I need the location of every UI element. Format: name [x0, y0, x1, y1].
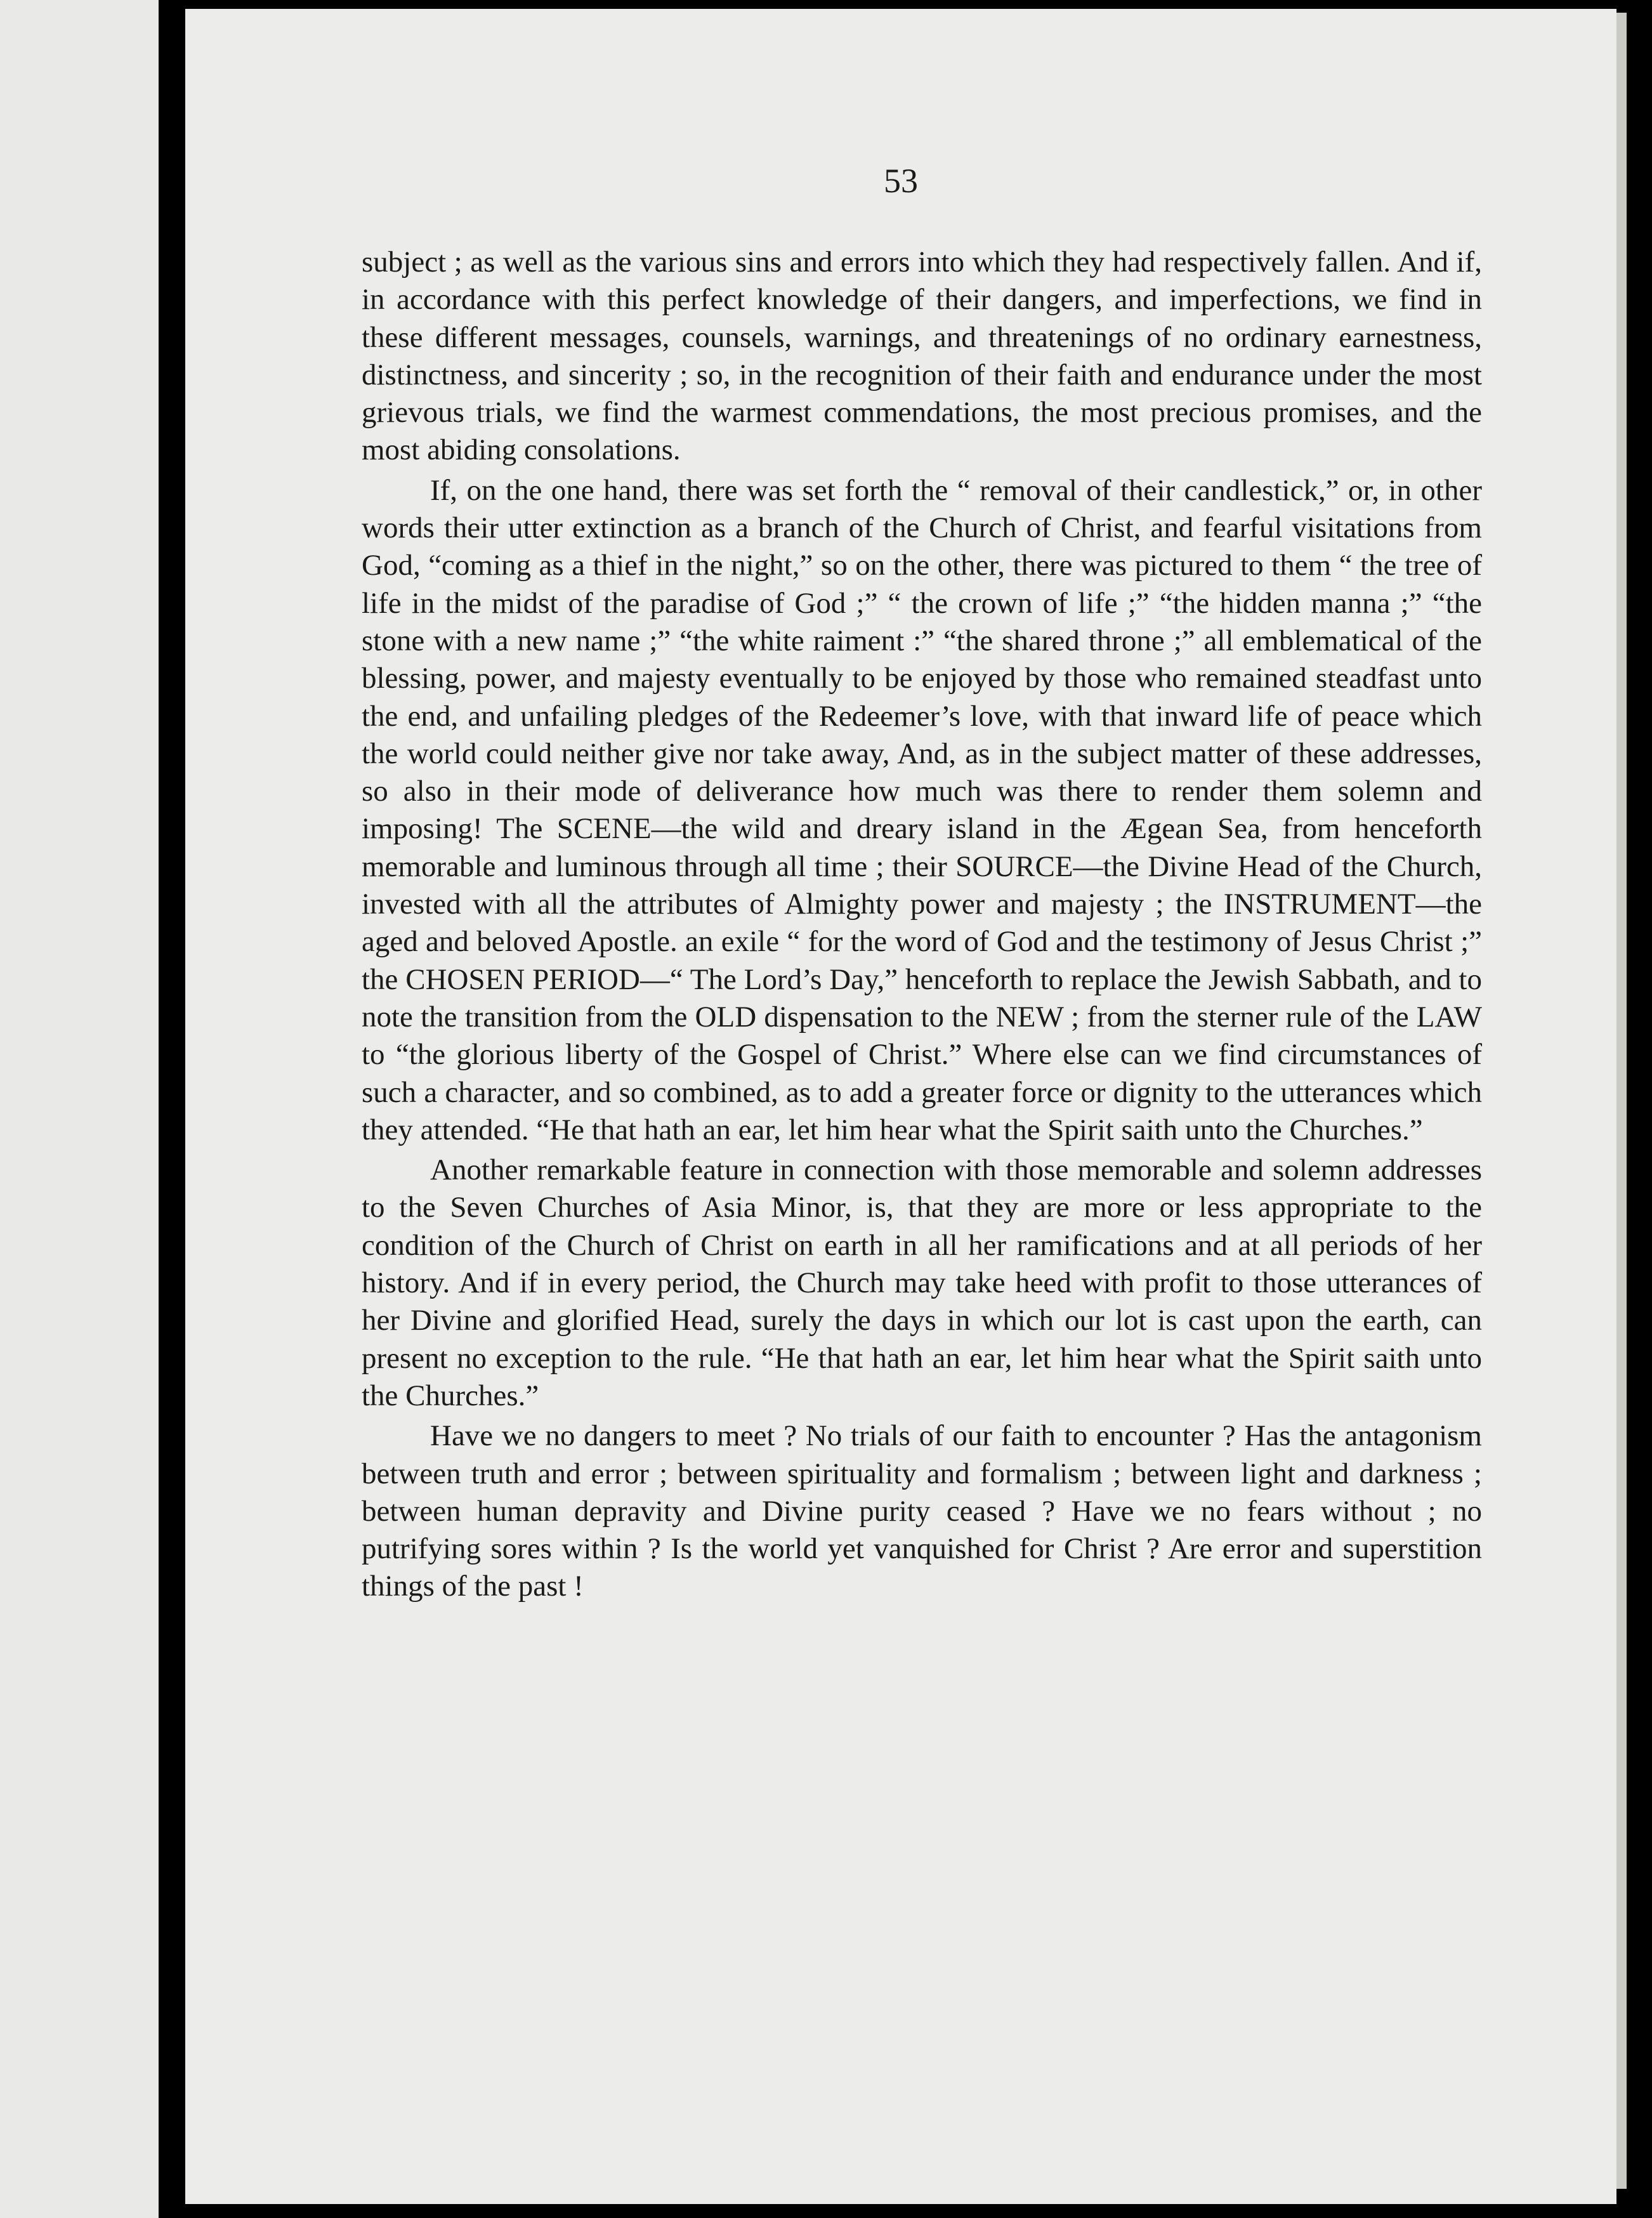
facing-page-edge: [0, 0, 159, 2218]
page-number: 53: [884, 162, 918, 200]
paragraph: Another remarkable feature in connection with those memorable and solemn addresses to the Seven Churches of Asia Minor, is, that they are more or less appropriate to the condition of the Church of Christ on earth in all her ramifications and at all periods of her history. And if in every period, the Church may take heed with profit to those utterances of her Divine and glorified Head, surely the days in which our lot is cast upon the earth, can present no exception to the rule. “He that hath an ear, let him hear what the Spirit saith unto the Churches.”: [362, 1153, 1482, 1412]
scanned-page: [185, 9, 1616, 2204]
paragraph: Have we no dangers to meet ? No trials of our faith to encounter ? Has the antagonism between truth and error ; between spirituality and formalism ; between light and darkness ; between human depravity and Divine purity ceased ? Have we no fears without ; no putrifying sores within ? Is the world yet vanquished for Christ ? Are error and superstition things of the past !: [362, 1419, 1482, 1603]
paragraph-continued: subject ; as well as the various sins and errors into which they had respectively fallen. And if, in accordance with this perfect knowledge of their dangers, and imperfections, we find in these different messages, counsels, warnings, and threatenings of no ordinary earnestness, distinctness, and sincerity ; so, in the recognition of their faith and endurance under the most grievous trials, we find the warmest commendations, the most precious promises, and the most abiding consolations.: [362, 246, 1482, 467]
page-text-body: [362, 244, 1482, 1608]
paragraph: If, on the one hand, there was set forth the “ removal of their candlestick,” or, in other words their utter extinction as a branch of the Church of Christ, and fearful visitations from God, “coming as a thief in the night,” so on the other, there was pictured to them “ the tree of life in the midst of the paradise of God ;” “ the crown of life ;” “the hidden manna ;” “the stone with a new name ;” “the white raiment :” “the shared throne ;” all emblematical of the blessing, power, and majesty eventually to be enjoyed by those who remained steadfast unto the end, and unfailing pledges of the Redeemer’s love, with that inward life of peace which the world could neither give nor take away, And, as in the subject matter of these addresses, so also in their mode of deliverance how much was there to render them solemn and imposing! The SCENE—the wild and dreary island in the Ægean Sea, from henceforth memorable and luminous through all time ; their SOURCE—the Divine Head of the Church, invested with all the attributes of Almighty power and majesty ; the INSTRUMENT—the aged and beloved Apostle. an exile “ for the word of God and the testimony of Jesus Christ ;” the CHOSEN PERIOD—“ The Lord’s Day,” henceforth to replace the Jewish Sabbath, and to note the transition from the OLD dispensation to the NEW ; from the sterner rule of the LAW to “the glorious liberty of the Gospel of Christ.” Where else can we find circumstances of such a character, and so combined, as to add a greater force or dignity to the utterances which they attended. “He that hath an ear, let him hear what the Spirit saith unto the Churches.”: [362, 473, 1482, 1146]
page-stack-edge: [1616, 13, 1627, 2189]
book-gutter: [159, 0, 185, 2218]
